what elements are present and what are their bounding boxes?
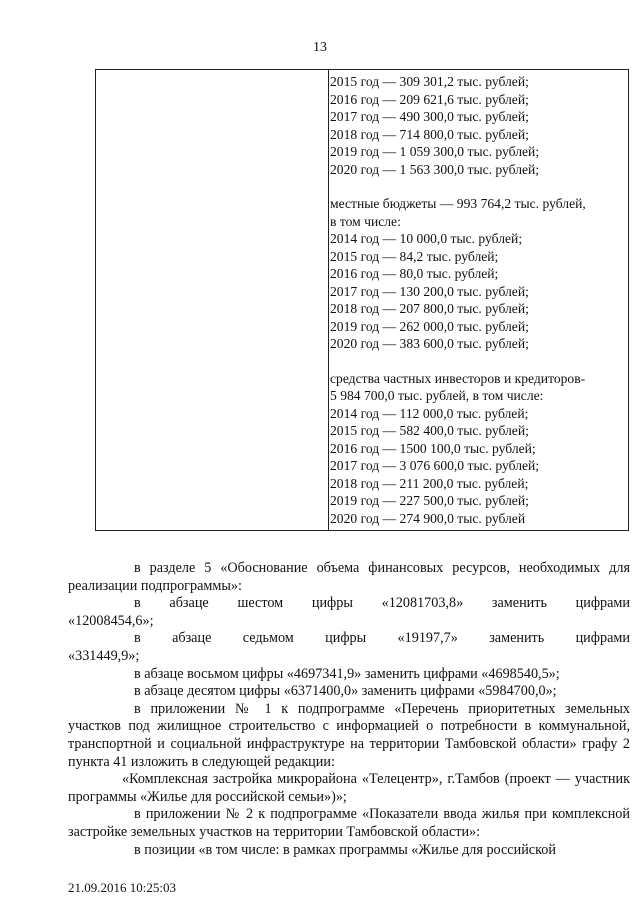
table-line: 2014 год — 10 000,0 тыс. рублей; [330,231,523,246]
paragraph-abzac8: в абзаце восьмом цифры «4697341,9» заменить цифрами «4698540,5»; [134,665,560,682]
word: седьмом [242,630,294,647]
table-left-column [96,70,329,530]
word: в [134,630,141,647]
table-line: 2016 год — 80,0 тыс. рублей; [330,266,499,281]
word: цифры [325,630,367,647]
paragraph-section5: в разделе 5 «Обоснование объема финансовых ресурсов, необходимых для реализации подпрограммы»: [68,560,630,594]
word: в [134,595,141,612]
word: цифры [311,595,353,612]
document-body [68,560,630,859]
table-line: 2017 год — 490 300,0 тыс. рублей; [330,109,529,124]
word: «12081703,8» [381,595,464,612]
paragraph-abzac6-line1 [68,595,630,613]
table-line: 2015 год — 582 400,0 тыс. рублей; [330,423,529,438]
paragraph-appendix1: в приложении № 1 к подпрограмме «Перечень приоритетных земельных участков под жилищное строительство с информацией о потребности в коммунальной, транспортной и социальной инфраструктуре на территории Тамбовской области» графу 2 пункта 41 изложить в следующей редакции: [68,700,630,770]
word: абзаце [172,630,212,647]
table-line: 2019 год — 227 500,0 тыс. рублей; [330,493,529,508]
table-line: 2020 год — 383 600,0 тыс. рублей; [330,336,529,351]
timestamp-stamp: 21.09.2016 10:25:03 [68,880,176,895]
table-line: 2019 год — 262 000,0 тыс. рублей; [330,318,529,334]
page-number: 13 [313,40,327,55]
paragraph-quote: «Комплексная застройка микрорайона «Телецентр», г.Тамбов (проект — участник программы «Жилье для российской семьи»)»; [68,771,630,805]
table-right-column [330,73,626,527]
table-line: 2015 год — 309 301,2 тыс. рублей; [330,74,529,89]
word: «19197,7» [397,630,458,647]
paragraph-abzac7-line1 [68,630,630,648]
table-line: 5 984 700,0 тыс. рублей, в том числе: [330,388,544,403]
table-line: 2017 год — 3 076 600,0 тыс. рублей; [330,458,540,473]
table-line: 2017 год — 130 200,0 тыс. рублей; [330,283,529,299]
paragraph-appendix2: в приложении № 2 к подпрограмме «Показатели ввода жилья при комплексной застройке земельных участков на территории Тамбовской области»: [68,806,630,840]
paragraph-abzac10: в абзаце десятом цифры «6371400,0» заменить цифрами «5984700,0»; [134,683,557,700]
table-line: местные бюджеты — 993 764,2 тыс. рублей, [330,196,586,211]
table-line: 2016 год — 209 621,6 тыс. рублей; [330,91,529,107]
paragraph-abzac6-end: «12008454,6»; [68,612,154,629]
table-line: 2015 год — 84,2 тыс. рублей; [330,248,499,264]
table-line: 2018 год — 207 800,0 тыс. рублей; [330,301,529,316]
table-line: средства частных инвесторов и кредиторов- [330,370,586,386]
funding-table [95,69,629,531]
word: цифрами [575,595,630,612]
table-line: 2019 год — 1 059 300,0 тыс. рублей; [330,144,540,159]
paragraph-position: в позиции «в том числе: в рамках программы «Жилье для российской [134,841,556,858]
word: шестом [237,595,284,612]
table-line: в том числе: [330,213,401,229]
word: заменить [491,595,547,612]
table-line: 2014 год — 112 000,0 тыс. рублей; [330,405,529,421]
table-line: 2018 год — 714 800,0 тыс. рублей; [330,126,529,142]
word: абзаце [169,595,209,612]
word: заменить [489,630,545,647]
table-line: 2016 год — 1500 100,0 тыс. рублей; [330,440,536,456]
paragraph-abzac7-end: «331449,9»; [68,647,140,664]
table-gap [330,353,626,370]
table-line: 2020 год — 274 900,0 тыс. рублей [330,510,526,526]
table-gap [330,178,626,195]
table-line: 2020 год — 1 563 300,0 тыс. рублей; [330,161,540,177]
table-line: 2018 год — 211 200,0 тыс. рублей; [330,475,529,491]
word: цифрами [575,630,630,647]
